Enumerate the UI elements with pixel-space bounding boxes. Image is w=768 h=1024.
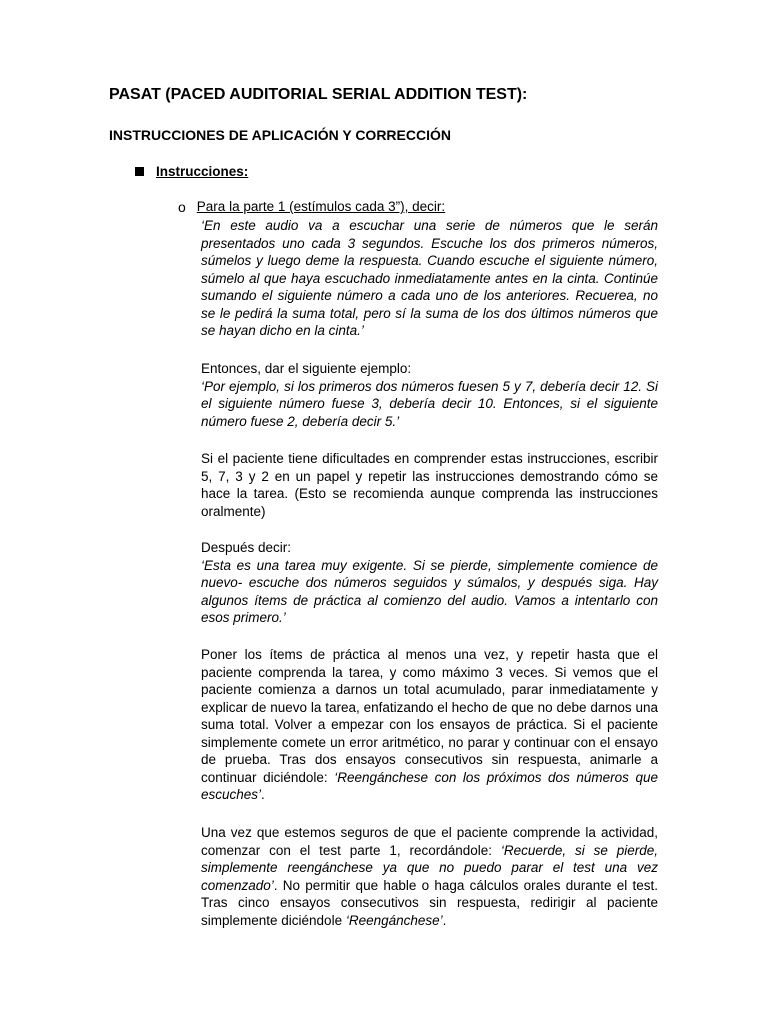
practice-end: .	[261, 787, 265, 802]
example-quote: ‘Por ejemplo, si los primeros dos números fuesen 5 y 7, debería decir 12. Si el siguiente número fuese 3, debería decir 10. Entonces, si el siguiente número fuese 2, debería decir 5.’	[201, 378, 658, 429]
test-start-quote-2: ‘Reengánchese’	[345, 912, 443, 928]
instruction-paragraph-1	[201, 217, 658, 340]
test-start-paragraph	[201, 824, 658, 929]
difficulty-text: Si el paciente tiene dificultades en comprender estas instrucciones, escribir 5, 7, 3 y 2 en un papel y repetir las instrucciones demostrando cómo se hace la tarea. (Esto se recomienda aunque comprenda las instrucciones oralmente)	[201, 451, 658, 519]
test-start-body: Una vez que estemos seguros de que el paciente comprende la actividad, comenzar con el test parte 1, recordándole:	[201, 825, 658, 858]
test-start-end: .	[442, 912, 447, 928]
example-paragraph	[201, 360, 658, 430]
subsection-heading	[178, 199, 445, 214]
practice-paragraph	[201, 646, 658, 804]
section-label: Instrucciones:	[156, 164, 249, 179]
document-subtitle: INSTRUCCIONES DE APLICACIÓN Y CORRECCIÓN	[109, 127, 451, 143]
subsection-label: Para la parte 1 (estímulos cada 3”), decir:	[196, 199, 446, 214]
after-quote: ‘Esta es una tarea muy exigente. Si se pierde, simplemente comience de nuevo- escuche dos números seguidos y súmalos, y después siga. Hay algunos ítems de práctica al comienzo del audio. Vamos a intentarlo con esos primero.’	[201, 557, 658, 625]
example-lead: Entonces, dar el siguiente ejemplo:	[201, 361, 412, 376]
section-heading	[135, 164, 248, 179]
test-start-quote: ‘Recuerde, si se pierde, simplemente reengánchese ya que no puedo parar el test una vez comenzado’	[201, 842, 658, 893]
after-paragraph	[201, 539, 658, 627]
practice-quote: ‘Reengánchese con los próximos dos números que escuches’	[201, 769, 658, 802]
circle-bullet-icon: o	[178, 198, 186, 215]
square-bullet-icon	[135, 167, 144, 176]
after-lead: Después decir:	[201, 540, 292, 555]
test-start-body-2: . No permitir que hable o haga cálculos orales durante el test. Tras cinco ensayos consecutivos sin respuesta, redirigir al paciente simplemente diciéndole	[201, 877, 658, 928]
instruction-quote-1: ‘En este audio va a escuchar una serie de números que le serán presentados uno cada 3 segundos. Escuche los dos primeros números, súmelos y luego deme la respuesta. Cuando escuche el siguiente número, súmelo al que haya escuchado inmediatamente antes en la cinta. Continúe sumando el siguiente número a cada uno de los anteriores. Recuerea, no se le pedirá la suma total, pero sí la suma de los dos últimos números que se hayan dicho en la cinta.’	[201, 218, 658, 338]
practice-body: Poner los ítems de práctica al menos una vez, y repetir hasta que el paciente comprenda la tarea, y como máximo 3 veces. Si vemos que el paciente comienza a darnos un total acumulado, parar inmediatamente y explicar de nuevo la tarea, enfatizando el hecho de que no debe darnos una suma total. Volver a empezar con los ensayos de práctica. Si el paciente simplemente comete un error aritmético, no parar y continuar con el ensayo de prueba. Tras dos ensayos consecutivos sin respuesta, animarle a continuar diciéndole:	[201, 647, 658, 785]
test-start-text	[201, 824, 658, 929]
practice-text	[201, 646, 658, 804]
document-title: PASAT (PACED AUDITORIAL SERIAL ADDITION TEST):	[109, 86, 528, 103]
difficulty-paragraph	[201, 450, 658, 520]
